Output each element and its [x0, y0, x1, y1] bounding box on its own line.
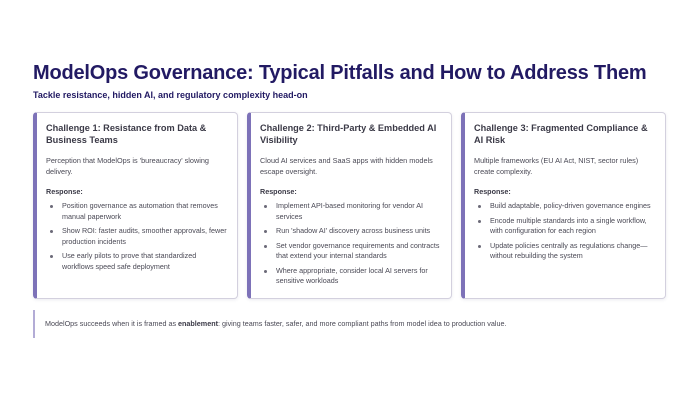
list-item-text: Use early pilots to prove that standardized workflows speed safe deployment: [62, 251, 197, 271]
list-item-text: Implement API-based monitoring for vendor AI services: [276, 201, 424, 221]
card-description: Perception that ModelOps is 'bureaucracy' slowing delivery.: [46, 156, 209, 176]
list-item-text: Run 'shadow AI' discovery across business units: [276, 226, 431, 235]
note-emphasis: enablement: [178, 319, 218, 328]
response-label: Response:: [260, 187, 297, 196]
list-item: [474, 241, 656, 262]
note-text-end: : giving teams faster, safer, and more compliant paths from model idea to production value.: [217, 319, 507, 328]
list-item-text: Set vendor governance requirements and contracts that extend your internal standards: [276, 240, 440, 260]
bullet-icon: [478, 220, 481, 223]
list-item-text: Update policies centrally as regulations change—without rebuilding the system: [490, 240, 648, 260]
list-item-text: Encode multiple standards into a single workflow, with configuration for each region: [490, 215, 647, 235]
bullet-icon: [264, 230, 267, 233]
card-title: Challenge 1: Resistance from Data & Business Teams: [46, 123, 207, 145]
bullet-icon: [50, 230, 53, 233]
bullet-icon: [264, 270, 267, 273]
note-text-start: ModelOps succeeds when it is framed as: [45, 319, 179, 328]
bullet-icon: [264, 245, 267, 248]
bullet-icon: [264, 205, 267, 208]
bullet-icon: [478, 205, 481, 208]
page-title: ModelOps Governance: Typical Pitfalls and How to Address Them: [33, 62, 647, 84]
challenge-card-1: [33, 112, 238, 299]
card-description: Cloud AI services and SaaS apps with hidden models escape oversight.: [260, 156, 433, 176]
card-title: Challenge 2: Third-Party & Embedded AI Visibility: [260, 123, 437, 145]
list-item: [260, 241, 442, 262]
list-item: [474, 216, 656, 237]
bullet-icon: [50, 255, 53, 258]
response-label: Response:: [46, 187, 83, 196]
list-item: [260, 226, 442, 237]
list-item-text: Show ROI: faster audits, smoother approvals, fewer production incidents: [62, 226, 227, 246]
list-item: [46, 251, 228, 272]
list-item-text: Position governance as automation that removes manual paperwork: [62, 201, 218, 221]
response-list: [46, 201, 228, 272]
response-list: [474, 201, 656, 262]
challenge-card-3: [461, 112, 666, 299]
summary-note: [33, 310, 667, 338]
challenge-card-2: [247, 112, 452, 299]
page-subtitle: Tackle resistance, hidden AI, and regulatory complexity head-on: [33, 90, 308, 100]
list-item: [260, 266, 442, 287]
response-list: [260, 201, 442, 287]
bullet-icon: [50, 205, 53, 208]
card-title: Challenge 3: Fragmented Compliance & AI Risk: [474, 123, 648, 145]
bullet-icon: [478, 245, 481, 248]
list-item: [260, 201, 442, 222]
list-item-text: Where appropriate, consider local AI servers for sensitive workloads: [276, 265, 428, 285]
response-label: Response:: [474, 187, 511, 196]
list-item: [46, 201, 228, 222]
list-item: [474, 201, 656, 212]
list-item-text: Build adaptable, policy-driven governance engines: [490, 201, 651, 210]
card-description: Multiple frameworks (EU AI Act, NIST, sector rules) create complexity.: [474, 156, 639, 176]
list-item: [46, 226, 228, 247]
